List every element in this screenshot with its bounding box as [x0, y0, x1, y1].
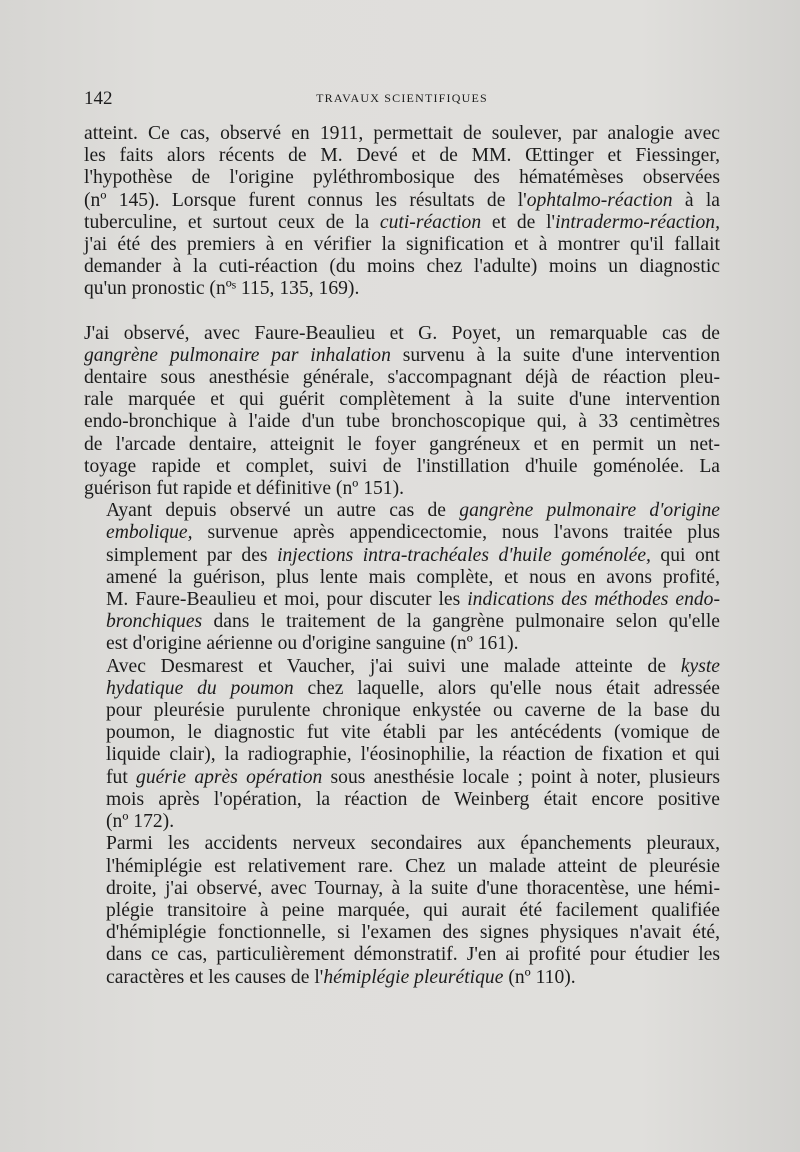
italic-segment: gangrène pulmonaire d'origine — [459, 500, 720, 522]
text-segment: j'ai été des premiers à en vérifier la signification et à montrer qu'il fallait — [84, 234, 720, 256]
text-segment: M. Faure-Beaulieu et moi, pour discuter les — [106, 589, 468, 611]
text-line — [84, 545, 720, 567]
text-line — [84, 167, 720, 189]
text-line — [84, 567, 720, 589]
text-segment: mois après l'opération, la réaction de Weinberg était encore positive — [106, 788, 720, 810]
text-segment: dans le traitement de la gangrène pulmonaire selon qu'elle — [202, 611, 720, 633]
text-segment: les faits alors récents de M. Devé et de MM. Œttinger et Fiessinger, — [84, 145, 720, 167]
text-line — [84, 278, 720, 300]
text-line — [84, 478, 720, 500]
text-line — [84, 767, 720, 789]
text-segment: sous anesthésie locale ; point à noter, plusieurs — [322, 766, 720, 788]
italic-segment: bronchiques — [106, 611, 203, 633]
italic-segment: guérie après opération — [136, 766, 323, 788]
text-segment: liquide clair), la radiographie, l'éosinophilie, la réaction de fixation et qui — [106, 744, 720, 766]
running-title: TRAVAUX SCIENTIFIQUES — [316, 91, 488, 105]
paragraph — [84, 123, 720, 301]
text-segment: amené la guérison, plus lente mais complète, et nous en avons profité, — [106, 566, 720, 588]
text-line — [84, 611, 720, 633]
text-segment: (nº 110). — [503, 966, 576, 988]
text-segment: atteint. Ce cas, observé en 1911, permettait de soulever, par analogie avec — [84, 123, 720, 144]
text-line — [84, 922, 720, 944]
text-line — [84, 967, 720, 989]
italic-segment: intradermo-réaction, — [555, 211, 720, 233]
body-text — [84, 123, 720, 989]
text-segment: Ayant depuis observé un autre cas de — [106, 500, 460, 522]
text-segment: (nº 172). — [106, 811, 175, 833]
italic-segment: injections intra-trachéales d'huile goménolée, — [277, 544, 651, 566]
text-segment: J'ai observé, avec Faure-Beaulieu et G. Poyet, un remarquable cas de — [84, 322, 720, 344]
text-line — [84, 323, 720, 345]
text-line — [84, 190, 720, 212]
page-header — [84, 88, 720, 112]
italic-segment: gangrène pulmonaire par inhalation — [84, 344, 391, 366]
text-segment: est d'origine aérienne ou d'origine sanguine (nº 161). — [106, 633, 519, 655]
text-line — [84, 633, 720, 655]
text-segment: survenu à la suite d'une intervention — [390, 344, 720, 366]
text-segment: caractères et les causes de l' — [106, 966, 324, 988]
text-segment: et de l' — [481, 211, 556, 233]
text-line — [84, 878, 720, 900]
text-line — [84, 389, 720, 411]
text-line — [84, 500, 720, 522]
text-segment: droite, j'ai observé, avec Tournay, à la suite d'une thoracentèse, une hémi- — [106, 877, 720, 899]
text-line — [84, 811, 720, 833]
text-line — [84, 456, 720, 478]
paragraph — [84, 833, 720, 988]
text-segment: endo-bronchique à l'aide d'un tube bronchoscopique qui, à 33 centimètres — [84, 411, 720, 433]
text-segment: guérison fut rapide et définitive (nº 151). — [84, 478, 405, 500]
text-segment: pour pleurésie purulente chronique enkystée ou caverne de la base du — [106, 700, 720, 722]
text-segment: Parmi les accidents nerveux secondaires aux épanchements pleuraux, — [106, 833, 720, 855]
text-segment: demander à la cuti-réaction (du moins chez l'adulte) moins un diagnostic — [84, 256, 720, 278]
text-line — [84, 367, 720, 389]
text-segment: dans ce cas, particulièrement démonstratif. J'en ai profité pour étudier les — [106, 944, 720, 966]
text-line — [84, 522, 720, 544]
italic-segment: cuti-réaction — [379, 211, 482, 233]
text-line — [84, 678, 720, 700]
text-line — [84, 212, 720, 234]
text-segment: plégie transitoire à peine marquée, qui aurait été facilement qualifiée — [106, 899, 720, 921]
paragraph — [84, 656, 720, 834]
italic-segment: hydatique du poumon — [106, 677, 294, 699]
italic-segment: indications des méthodes endo- — [467, 589, 720, 611]
italic-segment: embolique, — [106, 522, 193, 544]
page-number: 142 — [84, 88, 113, 109]
text-segment: fut — [106, 766, 137, 788]
text-line — [84, 700, 720, 722]
text-line — [84, 234, 720, 256]
text-line — [84, 744, 720, 766]
text-segment: qui ont — [650, 544, 720, 566]
italic-segment: hémiplégie pleurétique — [323, 966, 504, 988]
text-line — [84, 256, 720, 278]
paragraph — [84, 500, 720, 655]
text-segment: l'hémiplégie est relativement rare. Chez un malade atteint de pleurésie — [106, 855, 720, 877]
text-line — [84, 145, 720, 167]
text-segment: tuberculine, et surtout ceux de la — [84, 211, 380, 233]
text-segment: chez laquelle, alors qu'elle nous était adressée — [293, 677, 720, 699]
text-segment: survenue après appendicectomie, nous l'avons traitée plus — [192, 522, 720, 544]
text-line — [84, 944, 720, 966]
text-segment: d'hémiplégie fonctionnelle, si l'examen des signes physiques n'avait été, — [106, 922, 720, 944]
text-segment: de l'arcade dentaire, atteignit le foyer gangréneux et en permit un net- — [84, 433, 720, 455]
text-line — [84, 833, 720, 855]
text-line — [84, 345, 720, 367]
text-line — [84, 856, 720, 878]
text-segment: à la — [672, 189, 720, 211]
paragraph — [84, 323, 720, 501]
text-segment: Avec Desmarest et Vaucher, j'ai suivi une malade atteinte de — [106, 655, 681, 677]
italic-segment: kyste — [680, 655, 720, 677]
italic-segment: ophtalmo-réaction — [526, 189, 673, 211]
text-segment: dentaire sous anesthésie générale, s'accompagnant déjà de réaction pleu- — [84, 367, 720, 389]
text-line — [84, 900, 720, 922]
text-line — [84, 411, 720, 433]
text-line — [84, 434, 720, 456]
text-segment: poumon, le diagnostic fut vite établi par les antécédents (vomique de — [106, 722, 720, 744]
text-line — [84, 656, 720, 678]
text-segment: qu'un pronostic (nºˢ 115, 135, 169). — [84, 278, 360, 300]
text-segment: rale marquée et qui guérit complètement à la suite d'une intervention — [84, 389, 720, 411]
text-segment: (nº 145). Lorsque furent connus les résultats de l' — [84, 189, 527, 211]
text-line — [84, 722, 720, 744]
text-segment: toyage rapide et complet, suivi de l'instillation d'huile goménolée. La — [84, 455, 720, 477]
text-line — [84, 789, 720, 811]
text-segment: simplement par des — [106, 544, 278, 566]
text-line — [84, 123, 720, 145]
show-through-smudge — [200, 1062, 620, 1092]
text-line — [84, 589, 720, 611]
text-segment: l'hypothèse de l'origine pyléthrombosique des hématémèses observées — [84, 167, 720, 189]
